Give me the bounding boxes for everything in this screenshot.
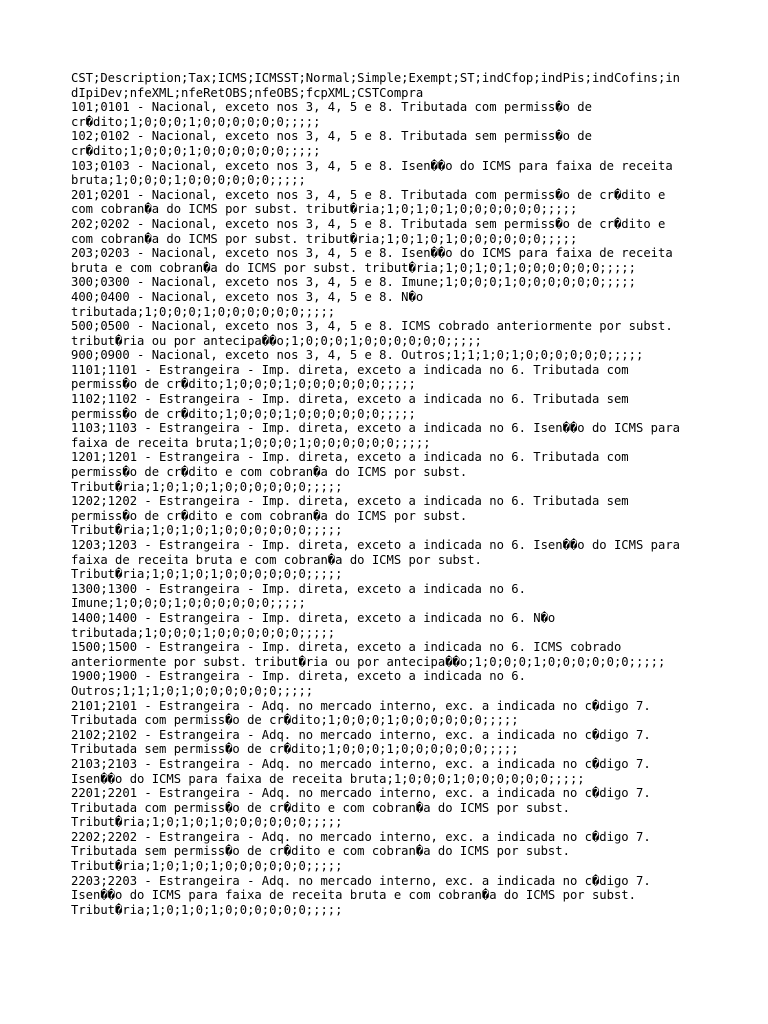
text-line: faixa de receita bruta;1;0;0;0;1;0;0;0;0;0;0;;;;; <box>71 435 431 450</box>
document-text-body <box>71 71 711 917</box>
text-line: Tribut�ria;1;0;1;0;1;0;0;0;0;0;0;;;;; <box>71 859 343 874</box>
text-line: Tribut�ria;1;0;1;0;1;0;0;0;0;0;0;;;;; <box>71 567 343 582</box>
text-line: anteriormente por subst. tribut�ria ou por antecipa��o;1;0;0;0;1;0;0;0;0;0;0;;;;; <box>71 654 666 669</box>
document-page <box>71 71 711 917</box>
text-line: Imune;1;0;0;0;1;0;0;0;0;0;0;;;;; <box>71 596 306 611</box>
text-line: 1300;1300 - Estrangeira - Imp. direta, exceto a indicada no 6. <box>71 581 526 596</box>
text-line: 1203;1203 - Estrangeira - Imp. direta, exceto a indicada no 6. Isen��o do ICMS para <box>71 538 681 552</box>
text-line: 1102;1102 - Estrangeira - Imp. direta, exceto a indicada no 6. Tributada sem <box>71 392 629 407</box>
text-line: 1201;1201 - Estrangeira - Imp. direta, exceto a indicada no 6. Tributada com <box>71 450 629 465</box>
text-line: 2202;2202 - Estrangeira - Adq. no mercado interno, exc. a indicada no c�digo 7. <box>71 829 651 844</box>
text-line: 101;0101 - Nacional, exceto nos 3, 4, 5 e 8. Tributada com permiss�o de <box>71 100 592 115</box>
text-line: tributada;1;0;0;0;1;0;0;0;0;0;0;;;;; <box>71 304 336 319</box>
text-line: bruta;1;0;0;0;1;0;0;0;0;0;0;;;;; <box>71 173 306 188</box>
text-line: 1103;1103 - Estrangeira - Imp. direta, exceto a indicada no 6. Isen��o do ICMS para <box>71 421 681 436</box>
text-line: 400;0400 - Nacional, exceto nos 3, 4, 5 e 8. N�o <box>71 289 424 304</box>
text-line: cr�dito;1;0;0;0;1;0;0;0;0;0;0;;;;; <box>71 114 321 129</box>
text-line: tribut�ria ou por antecipa��o;1;0;0;0;1;0;0;0;0;0;0;;;;; <box>71 333 482 348</box>
text-line: 2103;2103 - Estrangeira - Adq. no mercado interno, exc. a indicada no c�digo 7. <box>71 756 651 771</box>
text-line: dIpiDev;nfeXML;nfeRetOBS;nfeOBS;fcpXML;CSTCompra <box>71 85 424 100</box>
text-line: tributada;1;0;0;0;1;0;0;0;0;0;0;;;;; <box>71 625 336 640</box>
text-line: permiss�o de cr�dito;1;0;0;0;1;0;0;0;0;0;0;;;;; <box>71 406 416 421</box>
text-line: CST;Description;Tax;ICMS;ICMSST;Normal;Simple;Exempt;ST;indCfop;indPis;indCofins;in <box>71 71 681 85</box>
text-line: com cobran�a do ICMS por subst. tribut�ria;1;0;1;0;1;0;0;0;0;0;0;;;;; <box>71 231 578 246</box>
text-line: 2203;2203 - Estrangeira - Adq. no mercado interno, exc. a indicada no c�digo 7. <box>71 873 651 888</box>
text-line: cr�dito;1;0;0;0;1;0;0;0;0;0;0;;;;; <box>71 143 321 158</box>
text-line: 2102;2102 - Estrangeira - Adq. no mercado interno, exc. a indicada no c�digo 7. <box>71 727 651 742</box>
text-line: faixa de receita bruta e com cobran�a do ICMS por subst. <box>71 552 482 567</box>
text-line: 1500;1500 - Estrangeira - Imp. direta, exceto a indicada no 6. ICMS cobrado <box>71 640 622 655</box>
text-line: Isen��o do ICMS para faixa de receita bruta e com cobran�a do ICMS por subst. <box>71 888 636 903</box>
text-line: bruta e com cobran�a do ICMS por subst. tribut�ria;1;0;1;0;1;0;0;0;0;0;0;;;;; <box>71 260 636 275</box>
text-line: 300;0300 - Nacional, exceto nos 3, 4, 5 e 8. Imune;1;0;0;0;1;0;0;0;0;0;0;;;;; <box>71 275 636 290</box>
text-line: 500;0500 - Nacional, exceto nos 3, 4, 5 e 8. ICMS cobrado anteriormente por subst. <box>71 319 673 334</box>
text-line: Tribut�ria;1;0;1;0;1;0;0;0;0;0;0;;;;; <box>71 479 343 494</box>
text-line: 1101;1101 - Estrangeira - Imp. direta, exceto a indicada no 6. Tributada com <box>71 362 629 377</box>
text-line: 2201;2201 - Estrangeira - Adq. no mercado interno, exc. a indicada no c�digo 7. <box>71 786 651 801</box>
text-line: com cobran�a do ICMS por subst. tribut�ria;1;0;1;0;1;0;0;0;0;0;0;;;;; <box>71 202 578 217</box>
text-line: Tributada com permiss�o de cr�dito e com cobran�a do ICMS por subst. <box>71 800 570 815</box>
text-line: Isen��o do ICMS para faixa de receita bruta;1;0;0;0;1;0;0;0;0;0;0;;;;; <box>71 771 585 786</box>
text-line: Tribut�ria;1;0;1;0;1;0;0;0;0;0;0;;;;; <box>71 815 343 830</box>
text-line: Tribut�ria;1;0;1;0;1;0;0;0;0;0;0;;;;; <box>71 902 343 917</box>
text-line: 900;0900 - Nacional, exceto nos 3, 4, 5 e 8. Outros;1;1;1;0;1;0;0;0;0;0;0;;;;; <box>71 348 644 363</box>
text-line: Tributada sem permiss�o de cr�dito;1;0;0;0;1;0;0;0;0;0;0;;;;; <box>71 742 519 757</box>
text-line: permiss�o de cr�dito e com cobran�a do ICMS por subst. <box>71 465 468 480</box>
text-line: 203;0203 - Nacional, exceto nos 3, 4, 5 e 8. Isen��o do ICMS para faixa de receita <box>71 246 673 261</box>
text-line: Tributada sem permiss�o de cr�dito e com cobran�a do ICMS por subst. <box>71 844 570 859</box>
text-line: permiss�o de cr�dito;1;0;0;0;1;0;0;0;0;0;0;;;;; <box>71 377 416 392</box>
text-line: 1900;1900 - Estrangeira - Imp. direta, exceto a indicada no 6. <box>71 669 526 684</box>
text-line: Outros;1;1;1;0;1;0;0;0;0;0;0;;;;; <box>71 683 314 698</box>
text-line: permiss�o de cr�dito e com cobran�a do ICMS por subst. <box>71 508 468 523</box>
text-line: 202;0202 - Nacional, exceto nos 3, 4, 5 e 8. Tributada sem permiss�o de cr�dito e <box>71 216 666 231</box>
text-line: 1202;1202 - Estrangeira - Imp. direta, exceto a indicada no 6. Tributada sem <box>71 494 629 509</box>
text-line: 103;0103 - Nacional, exceto nos 3, 4, 5 e 8. Isen��o do ICMS para faixa de receita <box>71 158 673 173</box>
text-line: Tribut�ria;1;0;1;0;1;0;0;0;0;0;0;;;;; <box>71 523 343 538</box>
text-line: Tributada com permiss�o de cr�dito;1;0;0;0;1;0;0;0;0;0;0;;;;; <box>71 713 519 728</box>
text-line: 1400;1400 - Estrangeira - Imp. direta, exceto a indicada no 6. N�o <box>71 610 556 625</box>
text-line: 102;0102 - Nacional, exceto nos 3, 4, 5 e 8. Tributada sem permiss�o de <box>71 129 592 144</box>
text-line: 201;0201 - Nacional, exceto nos 3, 4, 5 e 8. Tributada com permiss�o de cr�dito e <box>71 187 666 202</box>
text-line: 2101;2101 - Estrangeira - Adq. no mercado interno, exc. a indicada no c�digo 7. <box>71 698 651 713</box>
